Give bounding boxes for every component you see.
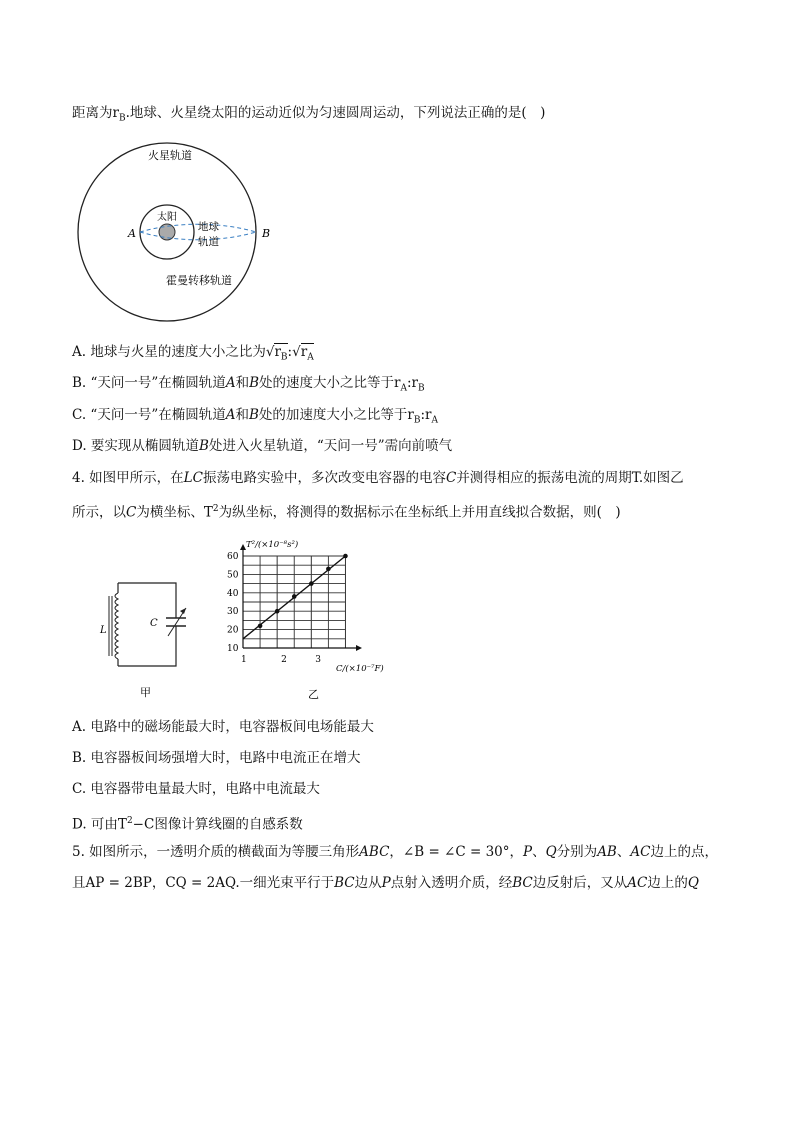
sub-2: A (431, 415, 438, 426)
capacitor-label: C (150, 618, 158, 629)
point-a: A (225, 375, 236, 391)
question-5-line-1 (72, 843, 718, 861)
q5-text-d: 边上的点， (650, 844, 718, 860)
q4-text-e: 为横坐标、T (136, 504, 213, 521)
data-point (292, 594, 297, 599)
figure-jia-caption: 甲 (140, 686, 151, 699)
q4-option-b (72, 749, 361, 767)
point-b: B (198, 438, 209, 454)
q5-ab: AB (597, 844, 617, 860)
sun-label: 太阳 (157, 212, 177, 223)
x-axis-label: C/(×10⁻⁷F) (336, 664, 384, 674)
q5-p: P (523, 844, 533, 860)
r-b-sub: B (280, 352, 288, 363)
q5-text-e: 且AP = 2BP，CQ = 2AQ.一细光束平行于 (72, 875, 335, 891)
q4-text-b: 振荡电路实验中，多次改变电容器的电容 (202, 470, 446, 486)
inductor-label: L (100, 625, 107, 636)
colon: :r (406, 375, 418, 391)
option-d-rest: 处进入火星轨道，“天问一号”需向前喷气 (208, 438, 453, 454)
y-axis-label: T²/(×10⁻⁸s²) (246, 540, 299, 550)
y-tick-label: 10 (227, 644, 239, 654)
chart-axes (240, 544, 362, 651)
stem-sub: B (118, 113, 126, 124)
option-b-text: B. “天问一号”在椭圆轨道 (72, 375, 226, 391)
q4-c: C (445, 470, 457, 486)
q5-q2: Q (687, 875, 699, 891)
question-4-line-2 (72, 500, 621, 522)
point-a: A (225, 407, 236, 423)
q5-q: Q (545, 844, 557, 860)
sub-1: B (413, 415, 421, 426)
figure-yi-caption: 乙 (308, 688, 319, 701)
earth-orbit-label-1: 地球 (198, 221, 219, 233)
y-tick-label: 50 (227, 570, 239, 581)
data-point (326, 567, 331, 572)
q5-text-h: 边反射后，又从 (532, 875, 628, 891)
data-point (343, 554, 348, 559)
q5-ac2: AC (627, 875, 648, 891)
q4-option-a (72, 718, 374, 736)
sqrt-1: $√r_B$ (265, 344, 288, 363)
option-c-text: C. “天问一号”在椭圆轨道 (72, 407, 226, 423)
sub-2: B (417, 383, 425, 394)
and-text: 和 (235, 407, 249, 423)
q4-c2: C (126, 504, 137, 521)
stem-text: 距离为r (72, 105, 119, 121)
q4-option-d-sup: 2 (126, 816, 133, 826)
r-a: r (300, 344, 308, 360)
q5-text-a: 5. 如图所示，一透明介质的横截面为等腰三角形 (72, 844, 360, 860)
question-5-line-2 (72, 874, 699, 892)
lc-circuit-diagram (96, 578, 196, 703)
q4-sup: 2 (212, 504, 219, 514)
point-a-label: A (128, 227, 136, 240)
sqrt-2: $√r_A$ (292, 344, 314, 363)
q4-option-c (72, 780, 320, 798)
q5-ac: AC (630, 844, 651, 860)
q5-text-c: 分别为 (556, 844, 598, 860)
q5-text-g: 点射入透明介质，经 (390, 875, 513, 891)
x-tick-label: 1 (241, 655, 247, 665)
option-a-text: A. 地球与火星的速度大小之比为 (72, 344, 266, 360)
q4-option-d-rest: −C图像计算线圈的自感系数 (132, 816, 303, 833)
r-b: r (274, 344, 281, 360)
option-a (72, 343, 314, 367)
ratio-colon: : (287, 344, 293, 360)
x-axis-arrow (356, 645, 362, 651)
q4-option-a-text: A. 电路中的磁场能最大时，电容器板间电场能最大 (72, 719, 374, 735)
question-4-line-1 (72, 469, 684, 487)
point-b: B (249, 375, 259, 391)
q5-text-f: 边从 (354, 875, 382, 891)
t2-c-chart (222, 532, 402, 704)
point-b-label: B (262, 227, 271, 240)
q5-p2: P (381, 875, 391, 891)
q5-bc2: BC (512, 875, 533, 891)
q5-text-b: ，∠B = ∠C = 30°， (389, 844, 524, 860)
option-b-mid: 处的速度大小之比等于r (258, 375, 401, 391)
data-point (258, 624, 263, 629)
colon: :r (420, 407, 432, 423)
earth-orbit-label-2: 轨道 (198, 236, 219, 248)
q5-abc: ABC (359, 844, 390, 860)
q4-option-c-text: C. 电容器带电量最大时，电路中电流最大 (72, 781, 320, 797)
q4-option-d (72, 812, 303, 834)
point-b: B (248, 407, 259, 423)
option-d-text: D. 要实现从椭圆轨道 (72, 438, 199, 454)
q4-option-b-text: B. 电容器板间场强增大时，电路中电流正在增大 (72, 750, 361, 766)
question-3-stem-tail (72, 104, 545, 128)
option-d (72, 437, 452, 455)
orbit-diagram (70, 137, 290, 327)
q4-option-d-pre: D. 可由T (72, 816, 127, 833)
stem-text-rest: .地球、火星绕太阳的运动近似为匀速圆周运动，下列说法正确的是( ) (125, 105, 546, 121)
q4-text-c: 并测得相应的振荡电流的周期T.如图乙 (456, 470, 684, 486)
and-text: 和 (235, 375, 250, 391)
q5-sep2: 、 (616, 844, 631, 860)
mars-orbit-label: 火星轨道 (148, 149, 192, 162)
y-tick-label: 40 (227, 588, 239, 599)
q5-sep: 、 (532, 844, 546, 860)
option-b (72, 374, 425, 398)
data-point (309, 581, 314, 586)
x-tick-label: 2 (281, 655, 287, 665)
r-a-sub: A (307, 352, 314, 363)
y-tick-label: 60 (227, 552, 239, 562)
q5-text-i: 边上的 (647, 875, 688, 891)
q4-lc: LC (183, 470, 203, 486)
y-tick-label: 20 (227, 625, 239, 636)
data-point (275, 609, 280, 614)
hohmann-label: 霍曼转移轨道 (166, 274, 232, 287)
option-c-mid: 处的加速度大小之比等于r (258, 407, 414, 423)
sub-1: A (400, 383, 407, 394)
q4-text-d: 所示，以 (72, 504, 126, 521)
x-tick-label: 3 (315, 655, 322, 665)
q4-text-f: 为纵坐标，将测得的数据标示在坐标纸上并用直线拟合数据，则( ) (218, 504, 621, 521)
q4-text-a: 4. 如图甲所示，在 (72, 470, 184, 486)
q5-bc: BC (334, 875, 355, 891)
option-c (72, 406, 438, 430)
y-tick-label: 30 (227, 607, 239, 618)
